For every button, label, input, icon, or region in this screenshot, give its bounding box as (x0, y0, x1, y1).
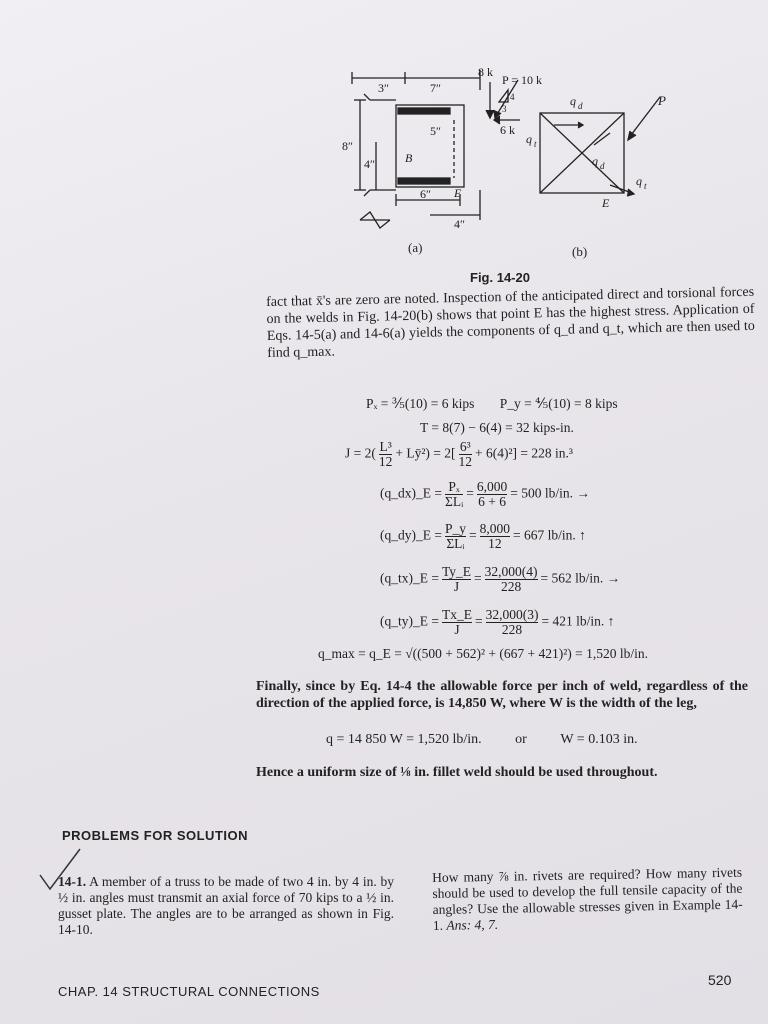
eq-qtx-num1: Ty_E (441, 564, 472, 579)
eq-qdy-frac2 (480, 522, 510, 551)
problem-number: 14-1. (58, 874, 87, 889)
b-qt-mid-sub: t (534, 139, 537, 149)
footer-chapter: CHAP. 14 STRUCTURAL CONNECTIONS (58, 984, 320, 999)
problem-right (432, 865, 743, 934)
eq-j-num1: L³ (379, 439, 392, 454)
figure-caption: Fig. 14-20 (470, 270, 530, 285)
eq-qdx-den1: ΣLᵢ (444, 494, 464, 509)
eq-j-den1: 12 (378, 454, 393, 469)
eq-px (366, 396, 618, 412)
eq-qdy-den2: 12 (480, 536, 510, 551)
eq-j-lhs: J = 2( (345, 445, 376, 461)
eq-qtx: (q_tx)_E = $\frac{Ty\_E}{J}$ = $\frac{32,000(4)}{228}$ = 562 lb/in. → (380, 564, 621, 594)
dim-6: 6″ (420, 187, 431, 201)
eq-qdy: (q_dy)_E = $\frac{P\_y}{\text{ΣLᵢ}}$ = $\frac{8,000}{12}$ = 667 lb/in. ↑ (380, 521, 586, 551)
point-b: B (405, 151, 413, 165)
eq-qtx-frac2 (485, 565, 538, 594)
final-eq-or: or (515, 732, 527, 747)
ratio-3: 3 (502, 104, 507, 114)
b-p: P (658, 93, 666, 108)
final-paragraph: Finally, since by Eq. 14-4 the allowable force per inch of weld, regardless of the direction of the applied force, is 14,850 W, where W is the width of the leg, (256, 679, 748, 711)
dim-4: 4″ (364, 157, 375, 171)
b-e: E (602, 196, 610, 210)
eq-qtx-lhs: (q_tx)_E = (380, 570, 439, 586)
eq-qty-num2: 32,000(3) (485, 607, 539, 622)
conclusion: Hence a uniform size of ⅛ in. fillet weld should be used throughout. (256, 765, 658, 780)
final-equation (326, 732, 638, 748)
eq-j-frac2 (459, 440, 473, 469)
load-6k: 6 k (500, 123, 515, 137)
problems-heading: PROBLEMS FOR SOLUTION (62, 828, 248, 843)
eq-qty-lhs: (q_ty)_E = (380, 613, 439, 629)
eq-qdx: (q_dx)_E = $\frac{\text{Pₓ}}{\text{ΣLᵢ}}$ = $\frac{6,000}{6 + 6}$ = 500 lb/in. → (380, 479, 590, 509)
eq-qty: (q_ty)_E = $\frac{Tx\_E}{J}$ = $\frac{32,000(3)}{228}$ = 421 lb/in. ↑ (380, 607, 615, 637)
page-number: 520 (708, 972, 732, 988)
b-qd-top-sub: d (578, 101, 583, 111)
eq-qdx-den2: 6 + 6 (478, 494, 507, 509)
load-8k: 8 k (478, 65, 493, 79)
eq-px-text: Pₓ = ⅗(10) = 6 kips (366, 396, 475, 411)
problem-right-text: How many ⅞ in. rivets are required? How many rivets should be used to develop the full tensile capacity of the angles? Use the allowable stresses given in Example 14-1. (432, 864, 743, 933)
eq-qdy-num1: P_y (444, 521, 466, 536)
load-p: P = 10 k (502, 73, 542, 87)
dim-4b: 4″ (454, 217, 465, 231)
eq-qtx-den1: J (442, 579, 471, 594)
final-eq-right: W = 0.103 in. (560, 732, 638, 747)
figure-b (520, 85, 670, 215)
eq-qdy-res: = 667 lb/in. ↑ (513, 527, 586, 543)
eq-j-num2: 6³ (459, 439, 471, 454)
eq-qtx-den2: 228 (485, 579, 538, 594)
eq-qdy-frac1 (445, 522, 466, 551)
eq-qty-den2: 228 (486, 622, 539, 637)
dim-7: 7″ (430, 81, 441, 95)
eq-qty-num1: Tx_E (441, 607, 472, 622)
figure-label-b: (b) (572, 244, 588, 259)
eq-j-rhs2: + 6(4)²] = 228 in.³ (475, 445, 573, 461)
figure-a (330, 60, 542, 245)
eq-t: T = 8(7) − 6(4) = 32 kips-in. (420, 420, 574, 435)
eq-qdx-lhs: (q_dx)_E = (380, 485, 442, 501)
b-qt2-sub: t (644, 181, 647, 191)
eq-qmax: q_max = q_E = √((500 + 562)² + (667 + 421)²) = 1,520 lb/in. (318, 646, 649, 661)
b-qd2-sub: d (600, 161, 605, 171)
ratio-4: 4 (510, 92, 515, 102)
eq-j-rhs: + Lȳ²) = 2[ (395, 445, 456, 461)
eq-qty-frac1 (442, 608, 472, 637)
eq-qty-frac2 (486, 608, 539, 637)
eq-qdx-frac2 (477, 480, 507, 509)
eq-qtx-frac1 (442, 565, 471, 594)
b-qt-mid: q (526, 132, 532, 146)
eq-qtx-res: = 562 lb/in. → (540, 570, 621, 586)
problem-left-text: A member of a truss to be made of two 4 in. by 4 in. by ½ in. angles must transmit an axial force of 70 kips to a ½ in. gusset plate. The angles are to be arranged as shown in Fig. 14-10. (58, 874, 394, 937)
eq-qdy-lhs: (q_dy)_E = (380, 527, 442, 543)
eq-qty-den1: J (442, 622, 472, 637)
dim-3: 3″ (378, 81, 389, 95)
figure-label-a: (a) (408, 240, 423, 255)
eq-j-frac1 (379, 440, 393, 469)
eq-qtx-num2: 32,000(4) (484, 564, 538, 579)
eq-j-den2: 12 (458, 454, 473, 469)
eq-j (345, 440, 573, 469)
final-eq-left: q = 14 850 W = 1,520 lb/in. (326, 732, 482, 747)
eq-qty-res: = 421 lb/in. ↑ (541, 613, 615, 629)
intro-paragraph: fact that x̄'s are zero are noted. Inspection of the anticipated direct and torsional forces on the welds in Fig. 14-20(b) shows that point E has the highest stress. Application of Eqs. 14-5(a) and 14-6(a) yields the components of q_d and q_t, which are then used to find q_max. (266, 284, 755, 361)
problem-answer: Ans: 4, 7. (446, 916, 499, 933)
b-qd2: q (592, 154, 598, 168)
b-qt2: q (636, 174, 642, 188)
problem-left (58, 874, 394, 938)
eq-qdx-res: = 500 lb/in. → (510, 485, 590, 501)
dim-8: 8″ (342, 139, 353, 153)
eq-qdx-num2: 6,000 (476, 479, 508, 494)
eq-qdx-frac1 (445, 480, 463, 509)
eq-qdy-num2: 8,000 (479, 521, 510, 536)
eq-qdx-num1: Pₓ (448, 479, 460, 494)
eq-py-text: P_y = ⅘(10) = 8 kips (499, 396, 618, 411)
dim-5: 5″ (430, 124, 441, 138)
eq-qdy-den1: ΣLᵢ (446, 536, 465, 551)
b-qd-top: q (570, 94, 576, 108)
point-e: E (454, 186, 462, 200)
